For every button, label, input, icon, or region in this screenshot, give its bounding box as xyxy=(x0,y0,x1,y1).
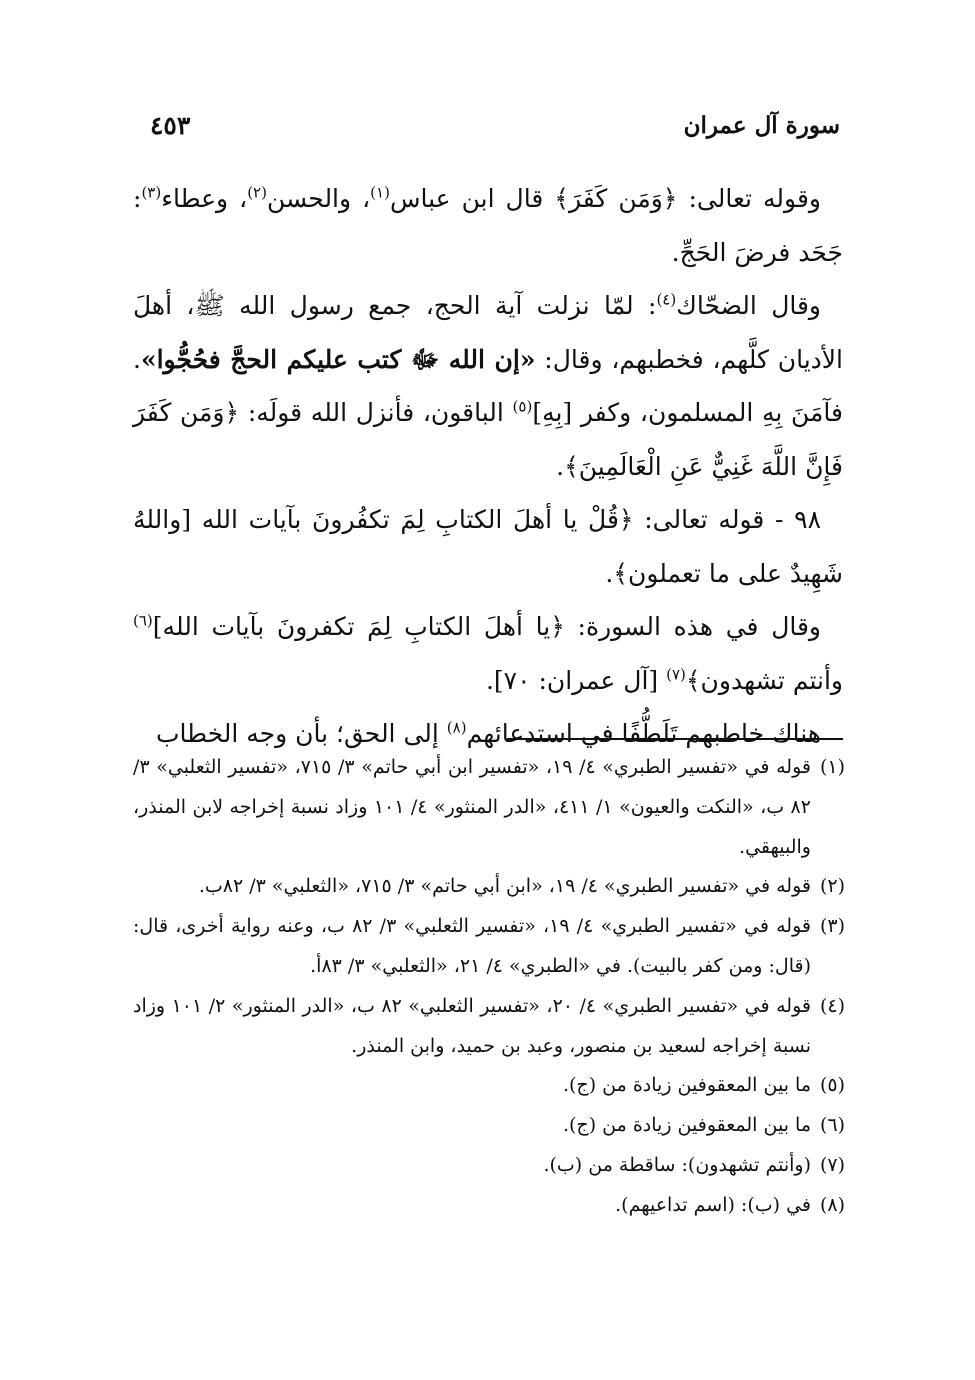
footnote-ref[interactable]: (٨) xyxy=(446,718,467,737)
footnote-text: قوله في «تفسير الطبري» ٤/ ١٩، «تفسير الثعلبي» ٣/ ٨٢ ب، وعنه رواية أخرى، قال: (قال: ومن كفر بالبيت). في «الطبري» ٤/ ٢١، «الثعلبي» ٣/ ٨٣أ. xyxy=(133,915,811,977)
footnote-number: (٨) xyxy=(819,1193,845,1216)
footnote-number: (٦) xyxy=(819,1114,845,1137)
footnote-divider xyxy=(507,738,843,740)
footnote xyxy=(133,867,845,907)
footnote-text: ما بين المعقوفين زيادة من (ج). xyxy=(562,1114,811,1137)
footnote-text: قوله في «تفسير الطبري» ٤/ ١٩، «تفسير ابن أبي حاتم» ٣/ ٧١٥، «تفسير الثعلبي» ٣/ ٨٢ ب، «النكت والعيون» ١/ ٤١١، «الدر المنثور» ٤/ ١٠١ وزاد نسبة إخراجه لابن المنذر، والبيهقي. xyxy=(133,756,811,858)
main-text xyxy=(133,172,843,761)
footnote-text: ما بين المعقوفين زيادة من (ج). xyxy=(562,1074,811,1097)
footnote xyxy=(133,1186,845,1226)
footnote xyxy=(133,1106,845,1146)
footnote xyxy=(133,1066,845,1106)
paragraph: ٩٨ - قوله تعالى: ﴿قُلْ يا أهلَ الكتابِ لِمَ تكفُرونَ بآيات الله [واللهُ شَهِيدٌ على ما تعملون﴾. xyxy=(133,505,843,588)
footnote-ref[interactable]: (٥) xyxy=(512,397,533,416)
hadith-quote: «إن الله ﷻ كتب عليكم الحجَّ فحُجُّوا» xyxy=(140,344,536,374)
paragraph: وقال الضحّاك$^{(٤)}$: لمّا نزلت آية الحج، جمع رسول الله ﷺ، أهلَ الأديان كلَّهم، فخطبهم، وقال: «إن الله ﷻ كتب عليكم الحجَّ فحُجُّوا». فآمَنَ بِهِ المسلمون، وكفر [بِهِ]$^{(٥)}$ الباقون، فأنزل الله قولَه: ﴿وَمَن كَفَرَ فَإِنَّ اللَّهَ غَنِيٌّ عَنِ الْعَالَمِينَ﴾. xyxy=(133,290,843,481)
footnote-number: (٧) xyxy=(819,1153,845,1176)
footnote xyxy=(133,987,845,1067)
footnote-ref[interactable]: (٣) xyxy=(141,183,162,202)
footnote xyxy=(133,1146,845,1186)
running-title: سورة آل عمران xyxy=(683,111,840,139)
paragraph: وقوله تعالى: ﴿وَمَن كَفَرَ﴾ قال ابن عباس$^{(١)}$، والحسن$^{(٢)}$، وعطاء$^{(٣)}$: جَحَد فرضَ الحَجِّ. xyxy=(133,183,843,267)
footnote-text: قوله في «تفسير الطبري» ٤/ ٢٠، «تفسير الثعلبي» ٨٢ ب، «الدر المنثور» ٢/ ١٠١ وزاد نسبة إخراجه لسعيد بن منصور، وعبد بن حميد، وابن المنذر. xyxy=(133,994,811,1057)
footnote-number: (٤) xyxy=(819,994,845,1017)
footnote-number: (٣) xyxy=(819,915,845,938)
footnote-text: قوله في «تفسير الطبري» ٤/ ١٩، «ابن أبي حاتم» ٣/ ٧١٥، «الثعلبي» ٣/ ٨٢ب. xyxy=(198,875,811,898)
footnotes xyxy=(133,748,845,1226)
paragraph: هناك خاطبهم تَلَطُّفًا في استدعائهم$^{(٨)}$ إلى الحق؛ بأن وجه الخطاب xyxy=(155,718,821,748)
footnote-ref[interactable]: (٤) xyxy=(656,290,677,309)
footnote-ref[interactable]: (٦) xyxy=(133,611,153,630)
paragraph: وقال في هذه السورة: ﴿يا أهلَ الكتابِ لِمَ تكفرونَ بآيات الله]$^{(٦)}$ وأنتم تشهدون﴾$^{(٧)}$ [آل عمران: ٧٠]. xyxy=(133,611,843,695)
footnote-text: (وأنتم تشهدون): ساقطة من (ب). xyxy=(543,1153,811,1176)
footnote-ref[interactable]: (٧) xyxy=(666,665,686,684)
footnote xyxy=(133,907,845,987)
footnote-ref[interactable]: (١) xyxy=(370,183,390,202)
footnote xyxy=(133,748,845,867)
footnote-ref[interactable]: (٢) xyxy=(247,183,267,202)
page-header xyxy=(150,105,840,145)
footnote-number: (٢) xyxy=(819,875,845,898)
footnote-number: (١) xyxy=(819,756,845,778)
page-number: ٤٥٣ xyxy=(150,110,191,140)
footnote-text: في (ب): (اسم تداعيهم). xyxy=(615,1193,811,1216)
footnote-number: (٥) xyxy=(819,1074,845,1097)
